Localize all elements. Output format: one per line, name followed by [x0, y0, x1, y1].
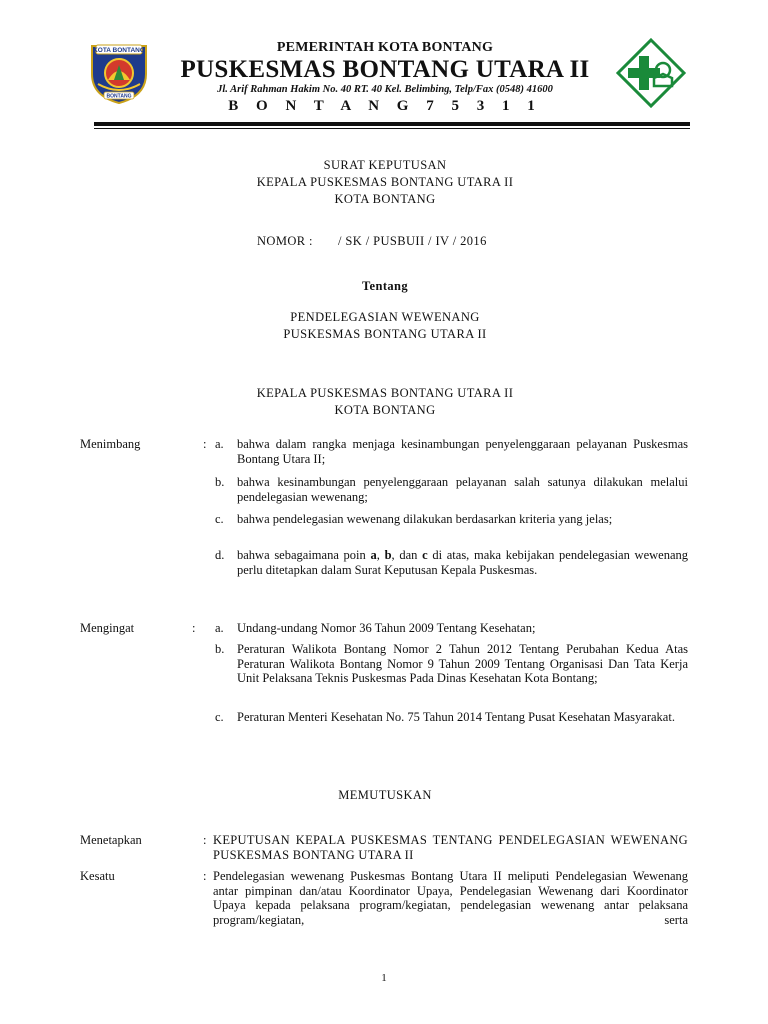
organization-address: Jl. Arif Rahman Hakim No. 40 RT. 40 Kel. Belimbing, Telp/Fax (0548) 41600	[217, 84, 553, 95]
menimbang-item-a: bahwa dalam rangka menjaga kesinambungan penyelenggaraan pelayanan Puskesmas Bontang Utara II;	[237, 437, 688, 466]
item-marker: c.	[215, 710, 224, 724]
header-divider-thick	[94, 122, 690, 126]
item-marker: c.	[215, 512, 224, 526]
city-emblem-logo	[86, 40, 152, 106]
decree-subject	[150, 309, 620, 343]
item-text: ,	[376, 548, 385, 562]
item-text: bahwa sebagaimana poin	[237, 548, 371, 562]
menimbang-label: Menimbang	[80, 437, 141, 451]
decree-title	[150, 157, 620, 208]
issuer-heading	[150, 385, 620, 419]
city-postal-code: B O N T A N G 7 5 3 1 1	[228, 98, 542, 114]
menetapkan-label: Menetapkan	[80, 833, 142, 847]
kesatu-text: Pendelegasian wewenang Puskesmas Bontang Utara II meliputi Pendelegasian Wewenang antar pimpinan dan/atau Koordinator Upaya, Pendelegasian Wewenang dari Koordinator Upaya kepada pelaksana program/kegiatan, pendelegasian wewenang antar pelaksana program/kegiatan, serta	[213, 869, 688, 927]
kesatu-label: Kesatu	[80, 869, 115, 883]
bold-ref: b	[384, 548, 392, 562]
mengingat-item-b: Peraturan Walikota Bontang Nomor 2 Tahun 2012 Tentang Perubahan Kedua Atas Peraturan Walikota Bontang Nomor 9 Tahun 2009 Tentang Organisasi Dan Tata Kerja Unit Pelaksana Teknis Puskesmas Pada Dinas Kesehatan Kota Bontang;	[237, 642, 688, 685]
menimbang-item-b: bahwa kesinambungan penyelenggaraan pelayanan salah satunya dilakukan melalui pendelegasian wewenang;	[237, 475, 688, 504]
menetapkan-colon: :	[203, 833, 207, 847]
svg-text:KOTA BONTANG: KOTA BONTANG	[93, 47, 145, 54]
bold-ref: c	[422, 548, 428, 562]
government-name: PEMERINTAH KOTA BONTANG	[276, 40, 494, 55]
memutuskan-heading: MEMUTUSKAN	[338, 788, 432, 802]
decree-title-line: KEPALA PUSKESMAS BONTANG UTARA II	[256, 175, 514, 189]
decree-number	[257, 234, 487, 249]
decree-title-line: KOTA BONTANG	[334, 192, 436, 206]
item-marker: b.	[215, 642, 225, 656]
issuer-line: KEPALA PUSKESMAS BONTANG UTARA II	[256, 386, 514, 400]
menimbang-colon: :	[203, 437, 207, 451]
issuer-line: KOTA BONTANG	[334, 403, 436, 417]
menimbang-item-c: bahwa pendelegasian wewenang dilakukan berdasarkan kriteria yang jelas;	[237, 512, 613, 526]
tentang-heading: Tentang	[361, 279, 409, 293]
mengingat-colon: :	[192, 621, 196, 635]
header-divider-thin	[94, 128, 690, 129]
decree-subject-line: PENDELEGASIAN WEWENANG	[290, 310, 480, 324]
decree-subject-line: PUSKESMAS BONTANG UTARA II	[283, 327, 487, 341]
nomor-value: / SK / PUSBUII / IV / 2016	[338, 234, 487, 248]
menimbang-item-d	[237, 548, 688, 577]
item-marker: a.	[215, 621, 224, 635]
bold-ref: a	[370, 548, 377, 562]
item-marker: a.	[215, 437, 224, 451]
menetapkan-text: KEPUTUSAN KEPALA PUSKESMAS TENTANG PENDELEGASIAN WEWENANG PUSKESMAS BONTANG UTARA II	[213, 833, 688, 862]
page-number: 1	[381, 972, 387, 984]
svg-text:BONTANG: BONTANG	[106, 93, 132, 100]
mengingat-item-a: Undang-undang Nomor 36 Tahun 2009 Tentang Kesehatan;	[237, 621, 536, 635]
mengingat-item-c: Peraturan Menteri Kesehatan No. 75 Tahun 2014 Tentang Pusat Kesehatan Masyarakat.	[237, 710, 675, 724]
mengingat-label: Mengingat	[80, 621, 135, 635]
organization-name: PUSKESMAS BONTANG UTARA II	[180, 56, 590, 83]
item-marker: b.	[215, 475, 225, 489]
item-text: , dan	[391, 548, 423, 562]
puskesmas-logo	[616, 38, 686, 108]
item-text: di atas, maka kebijakan pendelegasian wewenang perlu ditetapkan dalam Surat Keputusan Kepala Puskesmas.	[237, 548, 688, 577]
kesatu-colon: :	[203, 869, 207, 883]
item-marker: d.	[215, 548, 225, 562]
decree-title-line: SURAT KEPUTUSAN	[323, 158, 447, 172]
nomor-label: NOMOR :	[257, 234, 313, 248]
